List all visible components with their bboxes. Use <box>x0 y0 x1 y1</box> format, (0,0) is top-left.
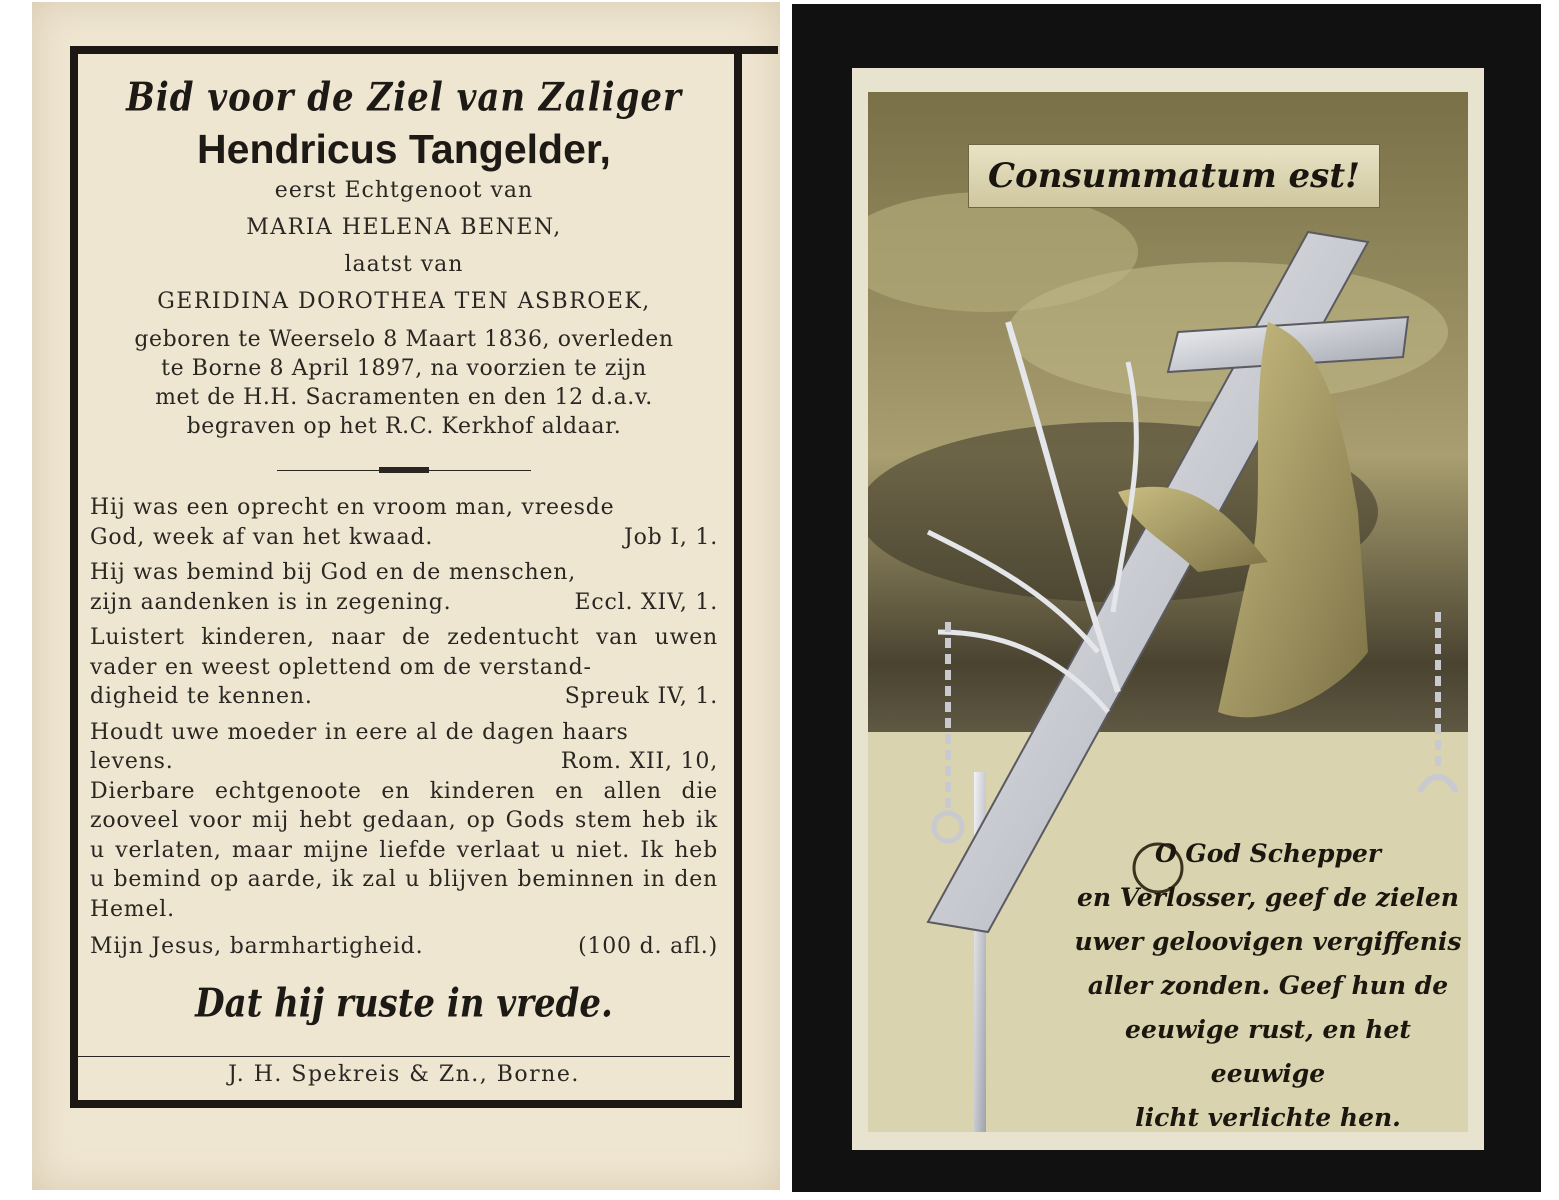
printer-divider <box>78 1056 730 1057</box>
bio-line: te Borne 8 April 1897, na voorzien te zijn <box>161 356 647 381</box>
invocation-row <box>90 932 718 962</box>
ornamental-divider <box>277 461 531 481</box>
verse-text: levens. <box>90 749 174 774</box>
verse-text: God, week af van het kwaad. <box>90 524 434 550</box>
bio-line: begraven op het R.C. Kerkhof aldaar. <box>186 414 622 439</box>
border-bottom <box>70 1100 742 1108</box>
title-banner <box>968 144 1380 208</box>
bio-line: geboren te Weerselo 8 Maart 1836, overleden <box>134 327 674 352</box>
last-spouse-name: GERIDINA DOROTHEA TEN ASBROEK, <box>157 289 651 314</box>
verse-text: Hij was een oprecht en vroom man, vreesde <box>90 495 615 520</box>
indulgence-note: (100 d. afl.) <box>578 934 718 959</box>
scripture-reference: Spreuk IV, 1. <box>564 684 718 709</box>
scripture-reference: Job I, 1. <box>623 524 718 550</box>
farewell-paragraph: Dierbare echtgenoote en kinderen en allen die zooveel voor mij hebt gedaan, op Gods stem heb ik u verlaten, maar mijne liefde verlaat u niet. Ik heb u bemind op aarde, ik zal u blijven beminnen in den Hemel. <box>90 778 718 922</box>
verse-text: Hij was bemind bij God en de menschen, <box>90 560 577 585</box>
closing-phrase: Dat hij ruste in vrede. <box>195 980 613 1027</box>
border-top <box>70 46 778 54</box>
first-spouse-name: MARIA HELENA BENEN, <box>246 215 562 240</box>
verse-paragraph <box>90 558 718 617</box>
biography <box>78 325 730 441</box>
verse-text: zijn aandenken is in zegening. <box>90 589 452 615</box>
verse-paragraph <box>90 623 718 712</box>
banner-text: Consummatum est! <box>988 156 1360 196</box>
bio-line: met de H.H. Sacramenten en den 12 d.a.v. <box>155 385 653 410</box>
card-text <box>78 60 730 1027</box>
inner-frame <box>852 68 1484 1150</box>
verse-text: digheid te kennen. <box>90 684 313 709</box>
prayer-heading: Bid voor de Ziel van Zaliger <box>126 75 682 121</box>
printer-credit: J. H. Spekreis & Zn., Borne. <box>228 1062 580 1087</box>
memorial-card-image-side <box>792 4 1541 1192</box>
verse-text: Luistert kinderen, naar de zedentucht van uwen vader en weest oplettend om de verstand- <box>90 625 718 680</box>
border-right <box>734 46 742 1108</box>
last-spouse-intro: laatst van <box>344 252 464 277</box>
verse-paragraph <box>90 493 718 552</box>
prayer-line: eeuwige rust, en het eeuwige <box>1125 1015 1411 1088</box>
deceased-name: Hendricus Tangelder, <box>197 126 611 172</box>
invocation: Mijn Jesus, barmhartigheid. <box>90 934 424 959</box>
prayer-line: licht verlichte hen. <box>1135 1103 1401 1132</box>
border-left <box>70 46 78 1108</box>
prayer-line: en Verlosser, geef de zielen <box>1077 883 1459 912</box>
crucifixion-illustration <box>868 92 1468 1132</box>
verse-paragraph <box>90 718 718 777</box>
prayer-line: aller zonden. Geef hun de <box>1087 971 1449 1000</box>
verse-text: Houdt uwe moeder in eere al de dagen haars <box>90 719 629 745</box>
prayer-text <box>1068 832 1468 1140</box>
scripture-reference: Rom. XII, 10, <box>560 749 718 774</box>
prayer-line: O God Schepper <box>1154 839 1382 868</box>
scripture-reference: Eccl. XIV, 1. <box>574 589 718 615</box>
first-spouse-intro: eerst Echtgenoot van <box>274 178 534 203</box>
prayer-line: uwer geloovigen vergiffenis <box>1074 927 1462 956</box>
